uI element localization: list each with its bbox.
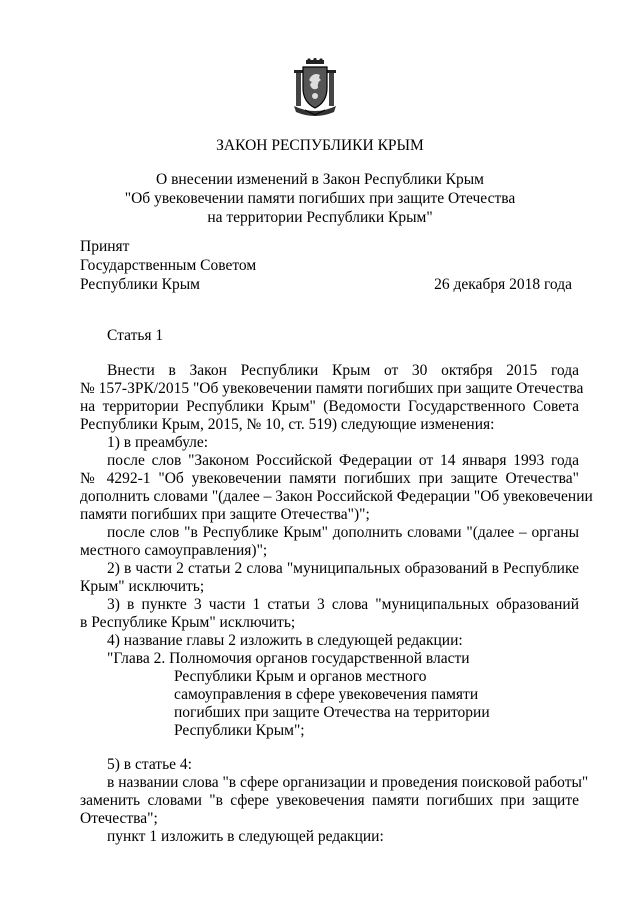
body-line: 2) в части 2 статьи 2 слова "муниципальных образований в Республике (107, 560, 579, 577)
adoption-line: Государственным Советом (80, 257, 257, 274)
adoption-line: Республики Крым (80, 276, 200, 293)
chapter-title-line: погибших при защите Отечества на территории (174, 704, 490, 721)
adoption-line: Принят (80, 238, 130, 255)
body-line: 4) название главы 2 изложить в следующей редакции: (107, 632, 463, 649)
crimea-coat-of-arms-icon (290, 58, 340, 116)
body-line: 3) в пункте 3 части 1 статьи 3 слова "муниципальных образований (107, 596, 579, 613)
chapter-title-line: самоуправления в сфере увековечения памяти (174, 686, 479, 703)
body-line: в Республике Крым" исключить; (80, 614, 296, 631)
body-line: после слов "в Республике Крым" дополнить словами "(далее – органы (107, 524, 579, 541)
body-line: Внести в Закон Республики Крым от 30 октября 2015 года (107, 362, 579, 379)
body-line: после слов "Законом Российской Федерации от 14 января 1993 года (107, 452, 579, 469)
adoption-date: 26 декабря 2018 года (434, 276, 572, 293)
body-line: Республики Крым, 2015, № 10, ст. 519) следующие изменения: (80, 416, 495, 433)
body-line: Отечества"; (80, 810, 158, 827)
body-line: дополнить словами "(далее – Закон Российской Федерации "Об увековечении (80, 488, 593, 505)
body-line: памяти погибших при защите Отечества")"; (80, 506, 370, 523)
body-line: № 4292-1 "Об увековечении памяти погибших при защите Отечества" (80, 470, 579, 487)
body-line: 5) в статье 4: (107, 756, 192, 773)
subtitle-line: на территории Республики Крым" (207, 209, 433, 226)
body-line: пункт 1 изложить в следующей редакции: (107, 828, 384, 845)
law-title: ЗАКОН РЕСПУБЛИКИ КРЫМ (216, 137, 424, 154)
chapter-title-line: Республики Крым"; (174, 722, 305, 739)
body-line: на территории Республики Крым" (Ведомости Государственного Совета (80, 398, 579, 415)
body-line: заменить словами "в сфере увековечения памяти погибших при защите (80, 792, 579, 809)
body-line: местного самоуправления)"; (80, 542, 268, 559)
body-line: Крым" исключить; (80, 578, 205, 595)
body-line: № 157-ЗРК/2015 "Об увековечении памяти погибших при защите Отечества (80, 380, 584, 397)
article-heading: Статья 1 (107, 327, 164, 344)
subtitle-line: "Об увековечении памяти погибших при защите Отечества (124, 190, 516, 207)
chapter-title-line: "Глава 2. Полномочия органов государственной власти (107, 650, 470, 667)
body-line: 1) в преамбуле: (107, 434, 209, 451)
subtitle-line: О внесении изменений в Закон Республики Крым (156, 171, 484, 188)
chapter-title-line: Республики Крым и органов местного (174, 668, 427, 685)
body-line: в названии слова "в сфере организации и проведения поисковой работы" (107, 774, 589, 791)
